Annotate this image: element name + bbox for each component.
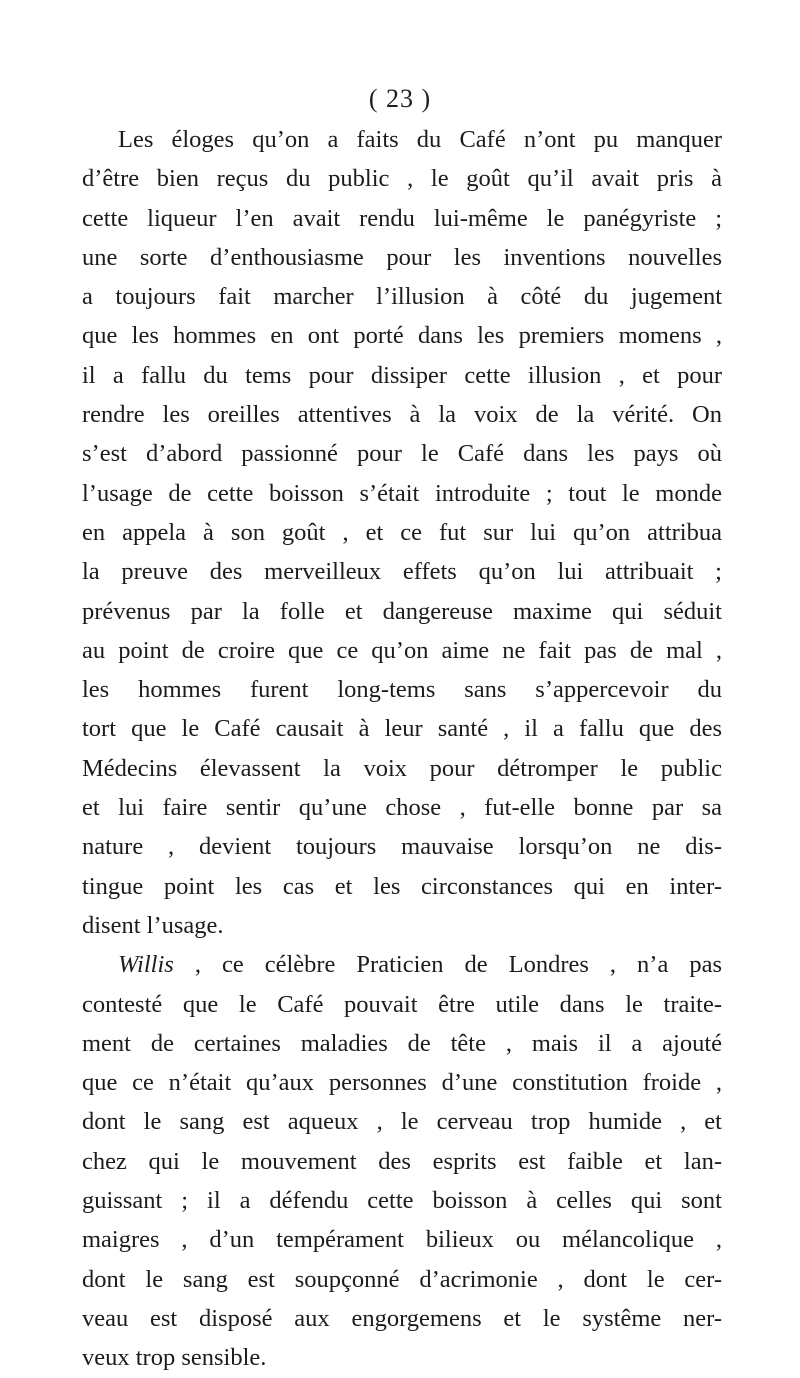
text-line: que les hommes en ont porté dans les premiers momens , [82, 322, 722, 350]
text-line: au point de croire que ce qu’on aime ne fait pas de mal , [82, 636, 722, 664]
text-line: disent l’usage. [82, 911, 224, 939]
text-line: Médecins élevassent la voix pour détromper le public [82, 754, 722, 782]
text-line: dont le sang est aqueux , le cerveau trop humide , et [82, 1108, 722, 1136]
text-line: rendre les oreilles attentives à la voix de la vérité. On [82, 401, 722, 429]
text-line: maigres , d’un tempérament bilieux ou mélancolique , [82, 1226, 722, 1254]
text-line: a toujours fait marcher l’illusion à côté du jugement [82, 283, 722, 311]
paragraph-2 [82, 945, 722, 1377]
text-line: l’usage de cette boisson s’était introduite ; tout le monde [82, 479, 722, 507]
page-number: ( 23 ) [368, 84, 432, 113]
text-line: d’être bien reçus du public , le goût qu’il avait pris à [82, 165, 722, 193]
text-line: nature , devient toujours mauvaise lorsqu’on ne dis- [82, 833, 722, 861]
text-line: les hommes furent long-tems sans s’appercevoir du [82, 676, 722, 704]
author-name: Willis [118, 951, 174, 979]
text-line [82, 945, 722, 984]
text-line: veau est disposé aux engorgemens et le systême ner- [82, 1304, 722, 1332]
text-line: s’est d’abord passionné pour le Café dans les pays où [82, 440, 722, 468]
text-line: tort que le Café causait à leur santé , il a fallu que des [82, 715, 722, 743]
text-line-rest: , ce célèbre Praticien de Londres , n’a pas [173, 951, 722, 979]
text-line: veux trop sensible. [82, 1344, 267, 1372]
page-body [82, 120, 722, 1378]
text-line: dont le sang est soupçonné d’acrimonie , dont le cer- [82, 1265, 722, 1293]
text-line: cette liqueur l’en avait rendu lui-même le panégyriste ; [82, 204, 722, 232]
text-line: chez qui le mouvement des esprits est faible et lan- [82, 1147, 722, 1175]
text-line: ment de certaines maladies de tête , mais il a ajouté [82, 1029, 722, 1057]
text-line: une sorte d’enthousiasme pour les inventions nouvelles [82, 243, 722, 271]
text-line: guissant ; il a défendu cette boisson à celles qui sont [82, 1187, 722, 1215]
text-line: prévenus par la folle et dangereuse maxime qui séduit [82, 597, 722, 625]
text-line: et lui faire sentir qu’une chose , fut-elle bonne par sa [82, 794, 722, 822]
text-line: la preuve des merveilleux effets qu’on lui attribuait ; [82, 558, 722, 586]
text-line: tingue point les cas et les circonstances qui en inter- [82, 872, 722, 900]
text-line: il a fallu du tems pour dissiper cette illusion , et pour [82, 361, 722, 389]
text-line: contesté que le Café pouvait être utile dans le traite- [82, 990, 722, 1018]
paragraph-1 [82, 120, 722, 945]
text-line: que ce n’était qu’aux personnes d’une constitution froide , [82, 1069, 722, 1097]
text-line: Les éloges qu’on a faits du Café n’ont pu manquer [118, 126, 722, 153]
text-line: en appela à son goût , et ce fut sur lui qu’on attribua [82, 518, 722, 546]
